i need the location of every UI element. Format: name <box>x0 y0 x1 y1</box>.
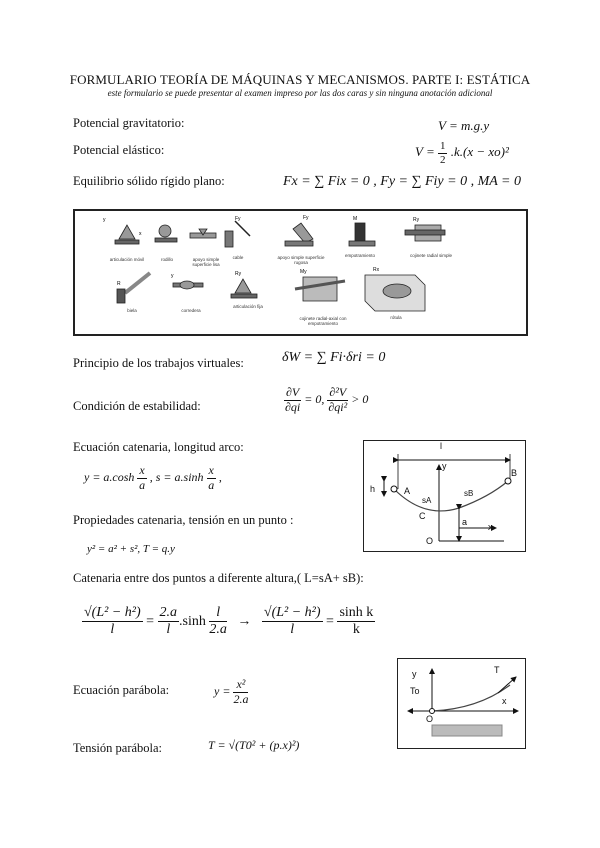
parabola-tension-formula: T = √(T0² + (p.x)²) <box>208 738 300 752</box>
catenary-heights-label: Catenaria entre dos puntos a diferente altura,( L=sA+ sB): <box>73 571 364 585</box>
catenary-diagram <box>363 440 526 552</box>
catenary-arc-label: Ecuación catenaria, longitud arco: <box>73 440 244 454</box>
support-label-2: rodillo <box>160 257 173 262</box>
virtual-work-label: Principio de los trabajos virtuales: <box>73 356 244 370</box>
cat-l: l <box>440 441 442 451</box>
supports-figure <box>73 209 528 336</box>
fixed-support-icon <box>355 223 365 243</box>
stability-first-derivative: $\frac{\partial V}{\partial qi}$ <box>285 385 301 414</box>
parabola-formula: y = $\frac{\text{x²}}{2.a}$ <box>214 677 249 706</box>
elastic-fraction: $\frac{1}{2}$ <box>439 140 446 166</box>
catenary-tension-label: Propiedades catenaria, tensión en un punto : <box>73 513 294 527</box>
support-label-12: rótula <box>390 315 402 320</box>
par-O: O <box>426 714 434 724</box>
par-T: T <box>494 665 500 675</box>
cat-y: y <box>442 461 447 471</box>
support-label-3: apoyo simple superficie lisa <box>192 257 220 267</box>
support-label-7: cojinete radial simple <box>409 253 453 258</box>
svg-text:Ry: Ry <box>413 217 420 223</box>
parabola-diagram <box>397 658 526 749</box>
parabola-curve <box>432 685 510 711</box>
svg-text:R: R <box>117 281 121 287</box>
page-subtitle: este formulario se puede presentar al examen impreso por las dos caras y sin ninguna anotación adicional <box>107 88 493 98</box>
catenary-tension-formula: y² = a² + s², T = q.y <box>87 543 175 555</box>
svg-text:x: x <box>139 231 142 237</box>
elastic-label: Potencial elástico: <box>73 143 165 157</box>
elastic-formula <box>415 140 509 166</box>
stability-mid: = 0, <box>304 392 325 407</box>
parabola-tension-label: Tensión parábola: <box>73 741 163 755</box>
catenary-drawing <box>364 441 524 550</box>
page-title: FORMULARIO TEORÍA DE MÁQUINAS Y MECANISMOS. PARTE I: ESTÁTICA <box>69 72 531 87</box>
equilibrium-formula: Fx = ∑ Fix = 0 , Fy = ∑ Fiy = 0 , MA = 0 <box>283 174 521 189</box>
par-T-arrow <box>498 677 516 693</box>
par-y: y <box>412 669 417 679</box>
cat-sA: sA <box>422 496 432 505</box>
virtual-work-formula: δW = ∑ Fi·δri = 0 <box>282 350 386 365</box>
svg-text:Rx: Rx <box>373 267 380 273</box>
gravitational-formula: V = m.g.y <box>438 118 490 133</box>
support-label-6: empotramiento <box>344 253 375 258</box>
par-To: To <box>410 686 420 696</box>
catenary-arc-formula: y = a.cosh $\frac{x}{a}$ , s = a.sinh $\frac{x}{a}$ , <box>84 463 222 492</box>
cat-A: A <box>404 486 411 496</box>
elastic-lhs: V = <box>415 144 435 160</box>
equilibrium-label: Equilibrio sólido rígido plano: <box>73 174 225 188</box>
support-label-11: cojinete radial-axial con empotramiento <box>299 316 347 326</box>
stability-end: > 0 <box>351 392 369 407</box>
parabola-label: Ecuación parábola: <box>73 683 170 697</box>
svg-text:y: y <box>171 273 174 279</box>
cat-a: a <box>462 517 468 527</box>
par-x: x <box>502 696 507 706</box>
rough-surface-icon <box>293 223 313 243</box>
catenary-heights-formula: $\frac{\text{√(L² − h²)}}{l}$ = $\frac{2.a}{l}$ .sinh $\frac{l}{2.a}$ → $\frac{\text{√(L² − h²)}}{l}$ = $\frac{\text{sinh k}}{k}$ <box>84 605 374 638</box>
radial-axial-bearing-icon <box>303 277 337 301</box>
catenary-curve <box>394 481 508 511</box>
gravitational-label: Potencial gravitatorio: <box>73 116 185 130</box>
support-label-1: articulación móvil <box>109 257 145 262</box>
support-label-5: apoyo simple superficie rugosa <box>277 255 325 265</box>
stability-label: Condición de estabilidad: <box>73 399 201 413</box>
stability-formula <box>284 386 368 415</box>
svg-text:Fy: Fy <box>235 216 241 222</box>
cat-h: h <box>370 484 376 494</box>
support-label-4: cable <box>232 255 244 260</box>
cable-icon <box>235 221 250 236</box>
cat-O: O <box>426 536 434 546</box>
svg-text:Fy: Fy <box>303 215 309 221</box>
support-label-10: articulación fija <box>233 304 263 309</box>
support-mobile-icon <box>119 225 135 239</box>
svg-text:y: y <box>103 217 106 223</box>
svg-text:My: My <box>300 269 307 275</box>
svg-text:Ry: Ry <box>235 271 242 277</box>
svg-text:M: M <box>353 216 358 222</box>
cat-sB: sB <box>464 489 474 498</box>
support-label-8: biela <box>127 308 137 313</box>
link-icon <box>125 273 150 293</box>
fixed-pin-icon <box>235 279 251 293</box>
cat-B: B <box>511 468 518 478</box>
cat-x: x <box>488 522 493 532</box>
support-label-9: corredera <box>181 308 201 313</box>
cat-C: C <box>419 511 426 521</box>
stability-second-derivative: $\frac{\text{∂²V}}{\text{∂qi²}}$ <box>328 385 348 414</box>
roller-icon <box>159 225 171 237</box>
elastic-rhs: .k.(x − xo)² <box>450 144 509 160</box>
par-load <box>432 725 502 736</box>
